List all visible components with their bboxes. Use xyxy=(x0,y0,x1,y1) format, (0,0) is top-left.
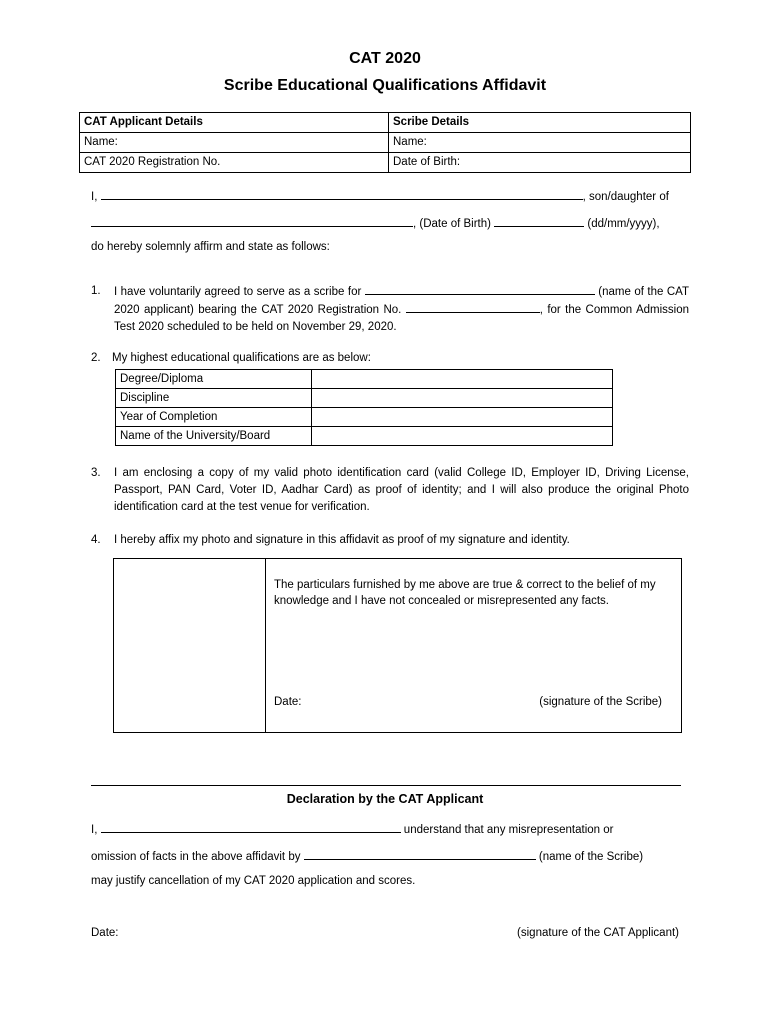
declaration-line-2 xyxy=(91,848,643,863)
document-subtitle: Scribe Educational Qualifications Affidavit xyxy=(223,77,547,94)
table-row xyxy=(80,113,691,133)
table-row xyxy=(80,153,691,173)
declaration-line-3: may justify cancellation of my CAT 2020 application and scores. xyxy=(91,875,416,887)
scribe-dob-field[interactable]: Date of Birth: xyxy=(389,153,691,173)
applicant-name-blank[interactable] xyxy=(101,188,583,200)
item-4 xyxy=(91,532,689,549)
photo-signature-box xyxy=(113,558,682,733)
registration-number-blank[interactable] xyxy=(406,301,540,313)
details-table xyxy=(79,112,691,173)
applicant-registration-field[interactable]: CAT 2020 Registration No. xyxy=(80,153,389,173)
qualifications-table xyxy=(115,369,613,446)
date-of-birth-label: , (Date of Birth) xyxy=(413,218,491,230)
item-2 xyxy=(91,350,689,367)
section-divider xyxy=(91,785,681,786)
intro-line-2 xyxy=(91,215,660,230)
item-number: 2. xyxy=(91,352,101,364)
item-2-text: My highest educational qualifications are as below: xyxy=(112,352,371,364)
table-row xyxy=(116,408,613,427)
table-row xyxy=(116,370,613,389)
item-number: 4. xyxy=(91,534,101,546)
qualification-label: Discipline xyxy=(116,389,312,408)
date-format-label: (dd/mm/yyyy), xyxy=(587,218,660,230)
table-row xyxy=(116,389,613,408)
table-row xyxy=(116,427,613,446)
declaration-title: Declaration by the CAT Applicant xyxy=(286,792,484,806)
scribe-statement: The particulars furnished by me above are true & correct to the belief of my knowledge and I have not concealed or misrepresented any facts. xyxy=(274,579,656,607)
qualification-label: Year of Completion xyxy=(116,408,312,427)
declaration-scribe-name-blank[interactable] xyxy=(304,848,536,860)
item-1 xyxy=(91,283,689,335)
item-1-text-c: , for the Common Admission Test 2020 scheduled to be held on November 29, 2020. xyxy=(114,304,689,333)
scribe-date-label: Date: xyxy=(274,696,302,708)
declaration-line-2-suffix: (name of the Scribe) xyxy=(538,851,644,863)
intro-line-1 xyxy=(91,188,669,203)
item-number: 1. xyxy=(91,285,101,297)
document-title: CAT 2020 xyxy=(349,50,421,67)
item-3 xyxy=(91,465,689,517)
affirm-line: do hereby solemnly affirm and state as follows: xyxy=(91,241,330,253)
scribe-signature-label: (signature of the Scribe) xyxy=(539,696,662,708)
applicant-signature-label: (signature of the CAT Applicant) xyxy=(517,927,679,939)
declaration-i-label: I, xyxy=(91,824,98,836)
qualification-label: Name of the University/Board xyxy=(116,427,312,446)
table-row xyxy=(80,133,691,153)
son-daughter-label: , son/daughter of xyxy=(582,191,669,203)
item-3-text: I am enclosing a copy of my valid photo identification card (valid College ID, Employer ID, Driving License, Passport, PAN Card, Voter ID, Aadhar Card) as proof of identity; and I will also produce the original Photo identification card at the test venue for verification. xyxy=(114,467,689,513)
parent-name-blank[interactable] xyxy=(91,215,413,227)
applicant-date-label: Date: xyxy=(91,927,119,939)
item-1-text xyxy=(114,283,689,336)
item-1-text-b: (name of the CAT 2020 applicant) bearing the CAT 2020 Registration No. xyxy=(114,286,690,316)
scribe-name-field[interactable]: Name: xyxy=(389,133,691,153)
applicant-details-header: CAT Applicant Details xyxy=(80,113,389,133)
declaration-applicant-name-blank[interactable] xyxy=(101,821,401,833)
item-1-text-a: I have voluntarily agreed to serve as a scribe for xyxy=(114,286,362,298)
qualification-label: Degree/Diploma xyxy=(116,370,312,389)
item-4-text: I hereby affix my photo and signature in this affidavit as proof of my signature and identity. xyxy=(114,534,570,546)
declaration-line-1-suffix: understand that any misrepresentation or xyxy=(403,824,614,836)
qualification-value[interactable] xyxy=(312,370,613,389)
qualification-value[interactable] xyxy=(312,389,613,408)
scribe-details-header: Scribe Details xyxy=(389,113,691,133)
declaration-line-2-prefix: omission of facts in the above affidavit by xyxy=(91,851,301,863)
applicant-name-scribe-blank[interactable] xyxy=(365,283,595,295)
qualification-value[interactable] xyxy=(312,408,613,427)
item-number: 3. xyxy=(91,467,101,479)
date-of-birth-blank[interactable] xyxy=(494,215,584,227)
declaration-line-1 xyxy=(91,821,613,836)
applicant-name-field[interactable]: Name: xyxy=(80,133,389,153)
photo-placeholder[interactable] xyxy=(114,559,266,732)
intro-i-label: I, xyxy=(91,191,98,203)
qualification-value[interactable] xyxy=(312,427,613,446)
